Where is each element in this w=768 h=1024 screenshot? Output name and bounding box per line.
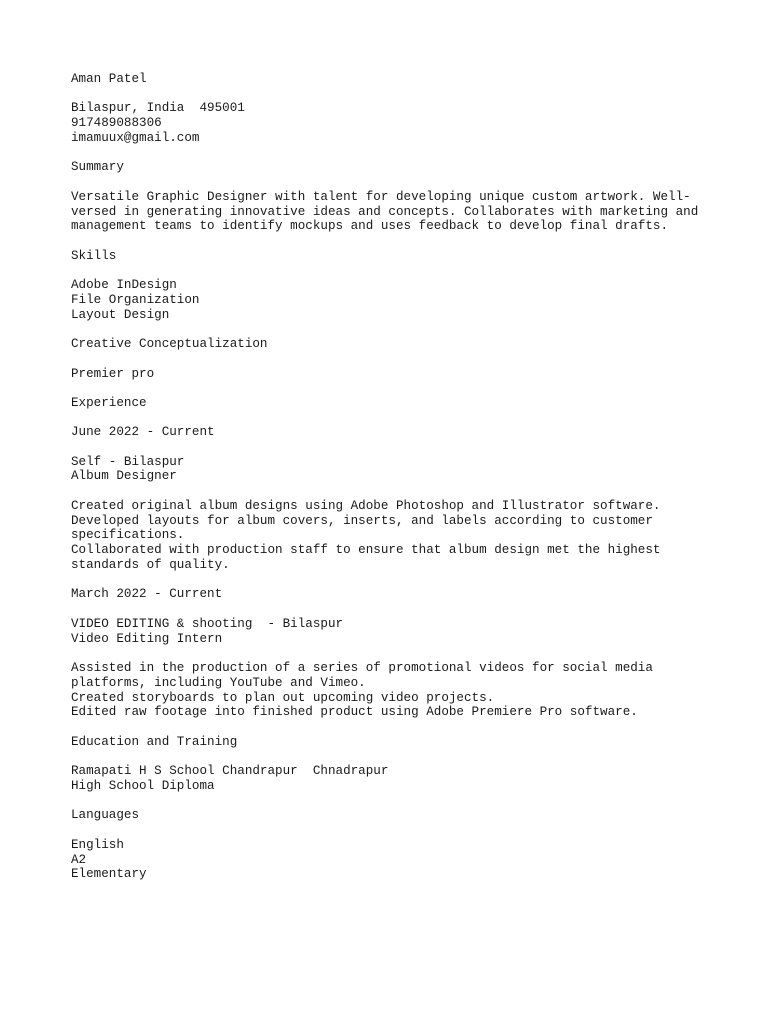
skill-item: Creative Conceptualization: [71, 337, 268, 352]
address: Bilaspur, India 495001: [71, 101, 245, 116]
skill-item: Premier pro: [71, 366, 155, 381]
skills-heading: Skills: [71, 248, 117, 263]
summary-line: versed in generating innovative ideas and concepts. Collaborates with marketing and: [71, 204, 699, 219]
job-description-line: Created storyboards to plan out upcoming video projects.: [71, 690, 495, 705]
skill-item: Adobe InDesign: [71, 278, 177, 293]
language-name: English: [71, 837, 124, 852]
job-dates: June 2022 - Current: [71, 425, 215, 440]
job-description-line: platforms, including YouTube and Vimeo.: [71, 675, 366, 690]
summary-line: management teams to identify mockups and uses feedback to develop final drafts.: [71, 219, 669, 234]
job-description-line: Developed layouts for album covers, inserts, and labels according to customer: [71, 513, 653, 528]
job-description-line: Collaborated with production staff to ensure that album design met the highest: [71, 543, 661, 558]
candidate-name: Aman Patel: [71, 72, 147, 86]
education-heading: Education and Training: [71, 734, 238, 749]
school-name: Ramapati H S School Chandrapur Chnadrapur: [71, 764, 389, 779]
degree: High School Diploma: [71, 779, 215, 793]
phone: 917489088306: [71, 116, 162, 131]
experience-heading: Experience: [71, 395, 147, 410]
email: imamuux@gmail.com: [71, 130, 200, 145]
languages-heading: Languages: [71, 808, 140, 823]
job-title: Album Designer: [71, 469, 177, 484]
language-level-label: Elementary: [71, 867, 147, 882]
language-level: A2: [71, 852, 87, 867]
job-description-line: specifications.: [71, 528, 185, 543]
job-description-line: standards of quality.: [71, 558, 230, 573]
job-description-line: Assisted in the production of a series of promotional videos for social media: [71, 661, 653, 676]
skill-item: File Organization: [71, 292, 200, 307]
resume-document: [71, 72, 711, 882]
summary-line: Versatile Graphic Designer with talent for developing unique custom artwork. Well-: [71, 189, 691, 204]
skill-item: Layout Design: [71, 307, 170, 322]
summary-heading: Summary: [71, 160, 124, 175]
job-dates: March 2022 - Current: [71, 587, 223, 602]
job-description-line: Edited raw footage into finished product using Adobe Premiere Pro software.: [71, 705, 638, 720]
job-employer: VIDEO EDITING & shooting - Bilaspur: [71, 616, 344, 631]
job-description-line: Created original album designs using Adobe Photoshop and Illustrator software.: [71, 498, 661, 513]
job-title: Video Editing Intern: [71, 631, 223, 646]
job-employer: Self - Bilaspur: [71, 454, 185, 469]
